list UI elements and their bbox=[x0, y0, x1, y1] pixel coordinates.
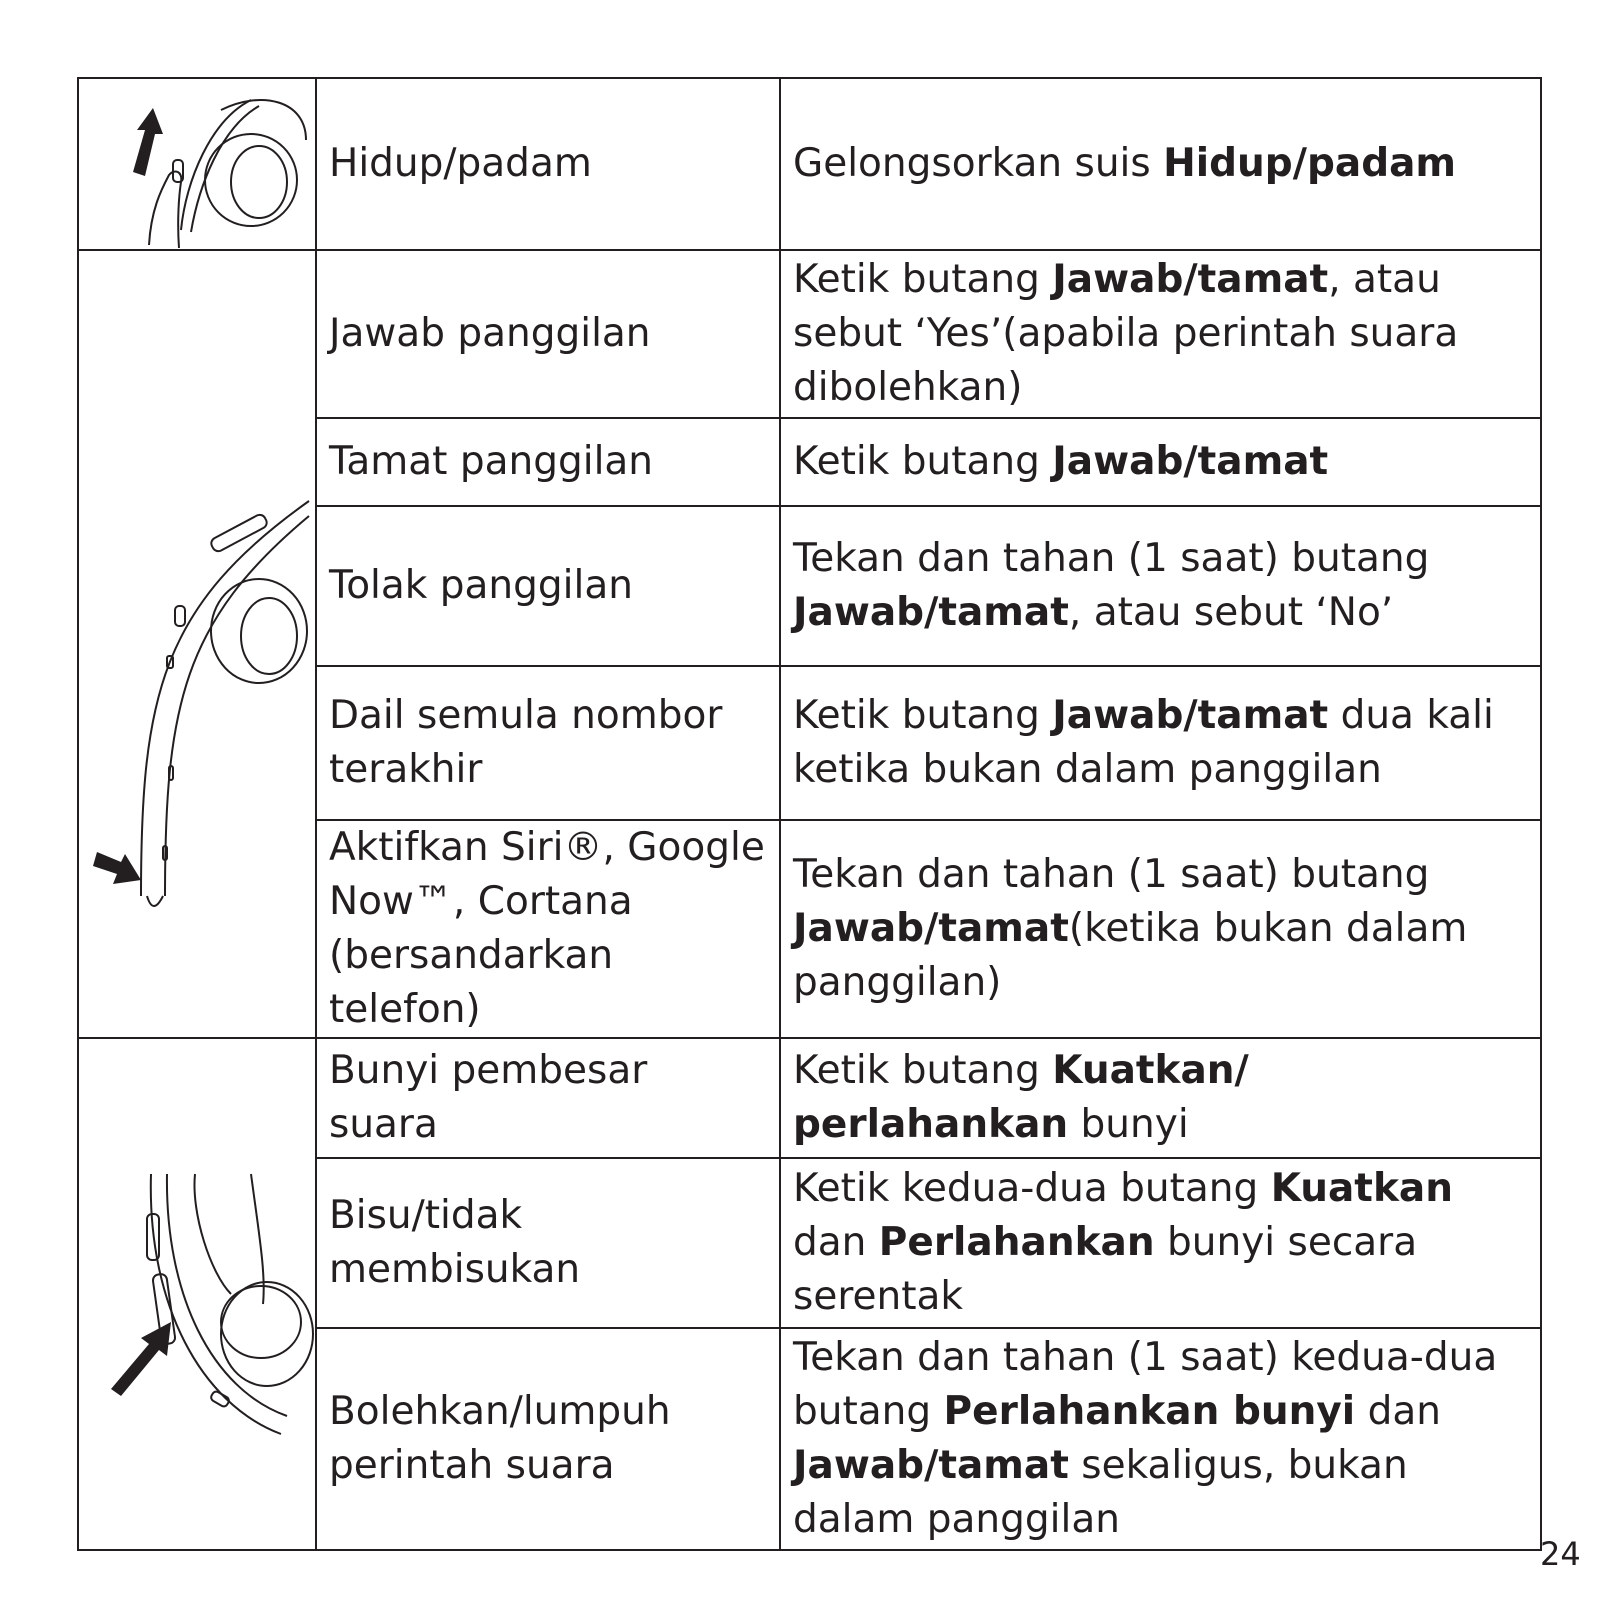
action-description: Ketik kedua-dua butang Kuatkan dan Perlahankan bunyi secara serentak bbox=[780, 1158, 1541, 1328]
action-description: Tekan dan tahan (1 saat) butang Jawab/tamat(ketika bukan dalam panggilan) bbox=[780, 820, 1541, 1038]
action-description: Ketik butang Jawab/tamat bbox=[780, 418, 1541, 506]
action-description: Tekan dan tahan (1 saat) butang Jawab/tamat, atau sebut ‘No’ bbox=[780, 506, 1541, 666]
action-label: Hidup/padam bbox=[316, 78, 780, 250]
headset-power-icon bbox=[91, 80, 329, 248]
action-label: Bisu/tidak membisukan bbox=[316, 1158, 780, 1328]
table-row bbox=[78, 250, 1541, 418]
action-description: Gelongsorkan suis Hidup/padam bbox=[780, 78, 1541, 250]
action-label: Tamat panggilan bbox=[316, 418, 780, 506]
action-label: Tolak panggilan bbox=[316, 506, 780, 666]
page-number: 24 bbox=[1540, 1535, 1581, 1573]
action-description: Ketik butang Kuatkan/ perlahankan bunyi bbox=[780, 1038, 1541, 1158]
action-label: Bunyi pembesar suara bbox=[316, 1038, 780, 1158]
headset-side-icon bbox=[91, 276, 329, 1012]
table-row bbox=[78, 1038, 1541, 1158]
action-label: Bolehkan/lumpuh perintah suara bbox=[316, 1328, 780, 1550]
headset-volume-icon bbox=[91, 1044, 329, 1544]
action-description: Tekan dan tahan (1 saat) kedua-dua butang Perlahankan bunyi dan Jawab/tamat sekaligus, bukan dalam panggilan bbox=[780, 1328, 1541, 1550]
answer-end-button-illustration bbox=[78, 250, 316, 1038]
controls-table bbox=[77, 77, 1542, 1551]
volume-button-illustration bbox=[78, 1038, 316, 1550]
action-label: Aktifkan Siri®, Google Now™, Cortana (bersandarkan telefon) bbox=[316, 820, 780, 1038]
action-label: Jawab panggilan bbox=[316, 250, 780, 418]
power-switch-illustration bbox=[78, 78, 316, 250]
action-description: Ketik butang Jawab/tamat, atau sebut ‘Yes’(apabila perintah suara dibolehkan) bbox=[780, 250, 1541, 418]
action-label: Dail semula nombor terakhir bbox=[316, 666, 780, 820]
table-row bbox=[78, 78, 1541, 250]
action-description: Ketik butang Jawab/tamat dua kali ketika bukan dalam panggilan bbox=[780, 666, 1541, 820]
